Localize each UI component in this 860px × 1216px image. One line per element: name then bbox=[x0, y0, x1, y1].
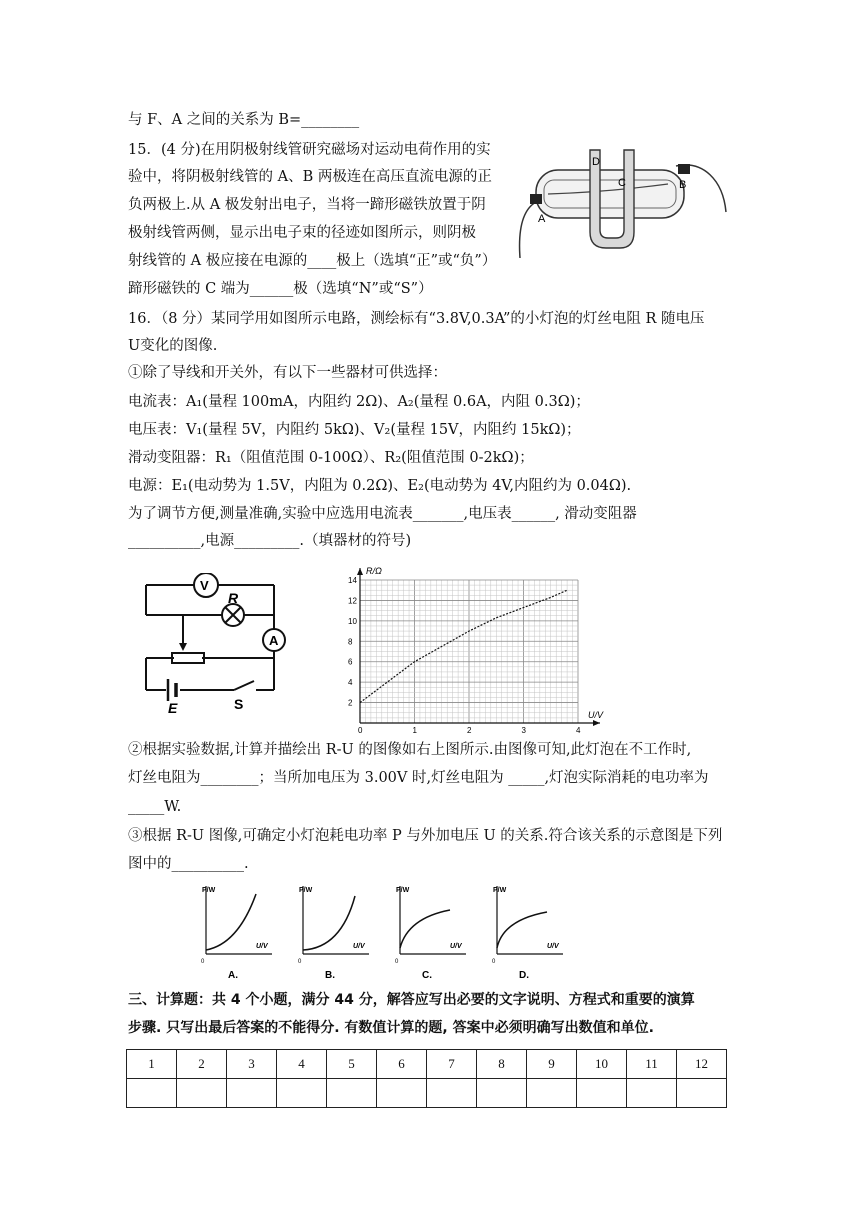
option-curve bbox=[206, 894, 256, 950]
q15-line-1: 15．(4 分)在用阴极射线管研究磁场对运动电荷作用的实 bbox=[128, 142, 491, 158]
option-graph-a bbox=[198, 882, 276, 982]
answer-number-cell: 3 bbox=[227, 1050, 277, 1079]
option-y-label: P/W bbox=[299, 887, 313, 894]
answer-number-cell: 5 bbox=[327, 1050, 377, 1079]
section3-line-1: 三、计算题：共 4 个小题，满分 44 分，解答应写出必要的文字说明、方程式和重要的演算 bbox=[128, 992, 695, 1008]
option-graph-b bbox=[295, 882, 373, 982]
option-y-label: P/W bbox=[202, 887, 216, 894]
chart-tick-labels bbox=[348, 576, 581, 735]
q16-line-6: 滑动变阻器：R₁（阻值范围 0-100Ω）、R₂(阻值范围 0-2kΩ)； bbox=[128, 450, 534, 466]
q16-line-9: __________,电源_________.（填器材的符号) bbox=[128, 533, 412, 549]
tube-label-d: D bbox=[592, 156, 600, 168]
option-x-label: U/V bbox=[256, 943, 268, 950]
q16-line-8: 为了调节方便,测量准确,实验中应选用电流表_______,电压表______, 滑动变阻器 bbox=[128, 506, 637, 522]
answer-number-cell: 4 bbox=[277, 1050, 327, 1079]
q16-line-13: ③根据 R-U 图像,可确定小灯泡耗电功率 P 与外加电压 U 的关系.符合该关系的示意图是下列 bbox=[128, 828, 723, 844]
answer-number-cell: 2 bbox=[177, 1050, 227, 1079]
answer-blank-cell[interactable] bbox=[577, 1079, 627, 1108]
y-tick-label: 12 bbox=[348, 596, 357, 606]
answer-number-cell: 7 bbox=[427, 1050, 477, 1079]
x-tick-label: 3 bbox=[521, 726, 526, 735]
options-row bbox=[198, 882, 598, 982]
x-axis-label: U/V bbox=[588, 710, 604, 720]
option-x-label: U/V bbox=[353, 943, 365, 950]
q16-line-5: 电压表：V₁(量程 5V，内阻约 5kΩ)、V₂(量程 15V，内阻约 15kΩ)； bbox=[128, 422, 581, 438]
answer-number-cell: 9 bbox=[527, 1050, 577, 1079]
answer-number-cell: 6 bbox=[377, 1050, 427, 1079]
answer-blank-cell[interactable] bbox=[227, 1079, 277, 1108]
q16-line-10: ②根据实验数据,计算并描绘出 R-U 的图像如右上图所示.由图像可知,此灯泡在不工作时, bbox=[128, 742, 692, 758]
y-tick-label: 10 bbox=[348, 616, 357, 626]
y-tick-label: 8 bbox=[348, 637, 353, 647]
answer-blank-cell[interactable] bbox=[477, 1079, 527, 1108]
section3-line-2: 步骤. 只写出最后答案的不能得分. 有数值计算的题, 答案中必须明确写出数值和单位. bbox=[128, 1020, 654, 1036]
answer-blank-cell[interactable] bbox=[127, 1079, 177, 1108]
q16-line-4: 电流表：A₁(量程 100mA，内阻约 2Ω)、A₂(量程 0.6A，内阻 0.3Ω)； bbox=[128, 394, 590, 410]
circuit-label-v: V bbox=[200, 578, 209, 593]
option-graph-c bbox=[392, 882, 470, 982]
answer-blank-cell[interactable] bbox=[527, 1079, 577, 1108]
y-tick-label: 14 bbox=[348, 576, 357, 585]
answer-number-cell: 1 bbox=[127, 1050, 177, 1079]
q16-line-3: ①除了导线和开关外，有以下一些器材可供选择： bbox=[128, 365, 447, 381]
chart-grid bbox=[360, 580, 578, 723]
option-x-label: U/V bbox=[547, 943, 559, 950]
tube-label-a: A bbox=[538, 213, 546, 225]
x-tick-label: 0 bbox=[358, 726, 363, 735]
answer-table bbox=[126, 1049, 727, 1108]
r-u-chart bbox=[330, 560, 630, 735]
circuit-label-a: A bbox=[269, 633, 279, 648]
answer-blank-cell[interactable] bbox=[327, 1079, 377, 1108]
option-origin: 0 bbox=[395, 959, 399, 965]
option-x-label: U/V bbox=[450, 943, 462, 950]
q15-line-4: 极射线管两侧，显示出电子束的径迹如图所示，则阴极 bbox=[128, 225, 476, 241]
q16-line-14: 图中的__________. bbox=[128, 856, 249, 872]
x-axis-arrow bbox=[593, 720, 600, 726]
answer-blank-cell[interactable] bbox=[277, 1079, 327, 1108]
q15-line-3: 负两极上.从 A 极发射出电子，当将一蹄形磁铁放置于阴 bbox=[128, 197, 486, 213]
y-axis-arrow bbox=[357, 568, 363, 575]
answer-blank-cell[interactable] bbox=[177, 1079, 227, 1108]
x-tick-label: 2 bbox=[467, 726, 472, 735]
option-letter: D. bbox=[519, 970, 529, 981]
option-curve bbox=[303, 896, 355, 950]
answer-blank-cell[interactable] bbox=[427, 1079, 477, 1108]
q16-line-11: 灯丝电阻为________；当所加电压为 3.00V 时,灯丝电阻为 _____,灯泡实际消耗的电功率为 bbox=[128, 770, 709, 786]
q15-line-2: 验中，将阴极射线管的 A、B 两极连在高压直流电源的正 bbox=[128, 169, 492, 185]
q15-line-6: 蹄形磁铁的 C 端为______极（选填“N”或“S”） bbox=[128, 281, 433, 297]
q16-line-12: _____W. bbox=[128, 799, 182, 815]
answer-header-row bbox=[127, 1050, 727, 1079]
option-curve bbox=[497, 912, 547, 948]
option-origin: 0 bbox=[201, 959, 205, 965]
y-tick-label: 2 bbox=[348, 698, 353, 708]
x-tick-label: 4 bbox=[576, 726, 581, 735]
answer-blank-cell[interactable] bbox=[377, 1079, 427, 1108]
answer-number-cell: 10 bbox=[577, 1050, 627, 1079]
cathode-ray-tube-figure bbox=[508, 140, 736, 270]
answer-number-cell: 8 bbox=[477, 1050, 527, 1079]
option-origin: 0 bbox=[298, 959, 302, 965]
q14-tail-line: 与 F、A 之间的关系为 B=________ bbox=[128, 112, 360, 128]
option-letter: C. bbox=[422, 970, 432, 981]
y-tick-label: 4 bbox=[348, 678, 353, 688]
option-y-label: P/W bbox=[396, 887, 410, 894]
q15-line-5: 射线管的 A 极应接在电源的____极上（选填“正”或“负”） bbox=[128, 253, 497, 269]
circuit-label-s: S bbox=[234, 696, 244, 712]
q16-line-2: U变化的图像. bbox=[128, 338, 218, 354]
tube-label-b: B bbox=[679, 179, 687, 191]
circuit-label-e: E bbox=[168, 700, 178, 713]
option-curve bbox=[400, 910, 450, 948]
circuit-label-r: R bbox=[228, 590, 239, 606]
option-graph-d bbox=[489, 882, 567, 982]
answer-number-cell: 11 bbox=[627, 1050, 677, 1079]
option-origin: 0 bbox=[492, 959, 496, 965]
answer-number-cell: 12 bbox=[677, 1050, 727, 1079]
option-letter: A. bbox=[228, 970, 238, 981]
option-letter: B. bbox=[325, 970, 335, 981]
answer-blank-cell[interactable] bbox=[627, 1079, 677, 1108]
answer-blank-row bbox=[127, 1079, 727, 1108]
q16-line-1: 16．（8 分）某同学用如图所示电路，测绘标有“3.8V,0.3A”的小灯泡的灯丝电阻 R 随电压 bbox=[128, 311, 705, 327]
y-tick-label: 6 bbox=[348, 657, 353, 667]
answer-blank-cell[interactable] bbox=[677, 1079, 727, 1108]
option-y-label: P/W bbox=[493, 887, 507, 894]
tube-label-c: C bbox=[618, 177, 626, 189]
y-axis-label: R/Ω bbox=[366, 566, 382, 576]
x-tick-label: 1 bbox=[412, 726, 417, 735]
q16-line-7: 电源：E₁(电动势为 1.5V，内阻为 0.2Ω)、E₂(电动势为 4V,内阻约为 0.04Ω). bbox=[128, 478, 632, 494]
circuit-diagram bbox=[138, 573, 288, 713]
